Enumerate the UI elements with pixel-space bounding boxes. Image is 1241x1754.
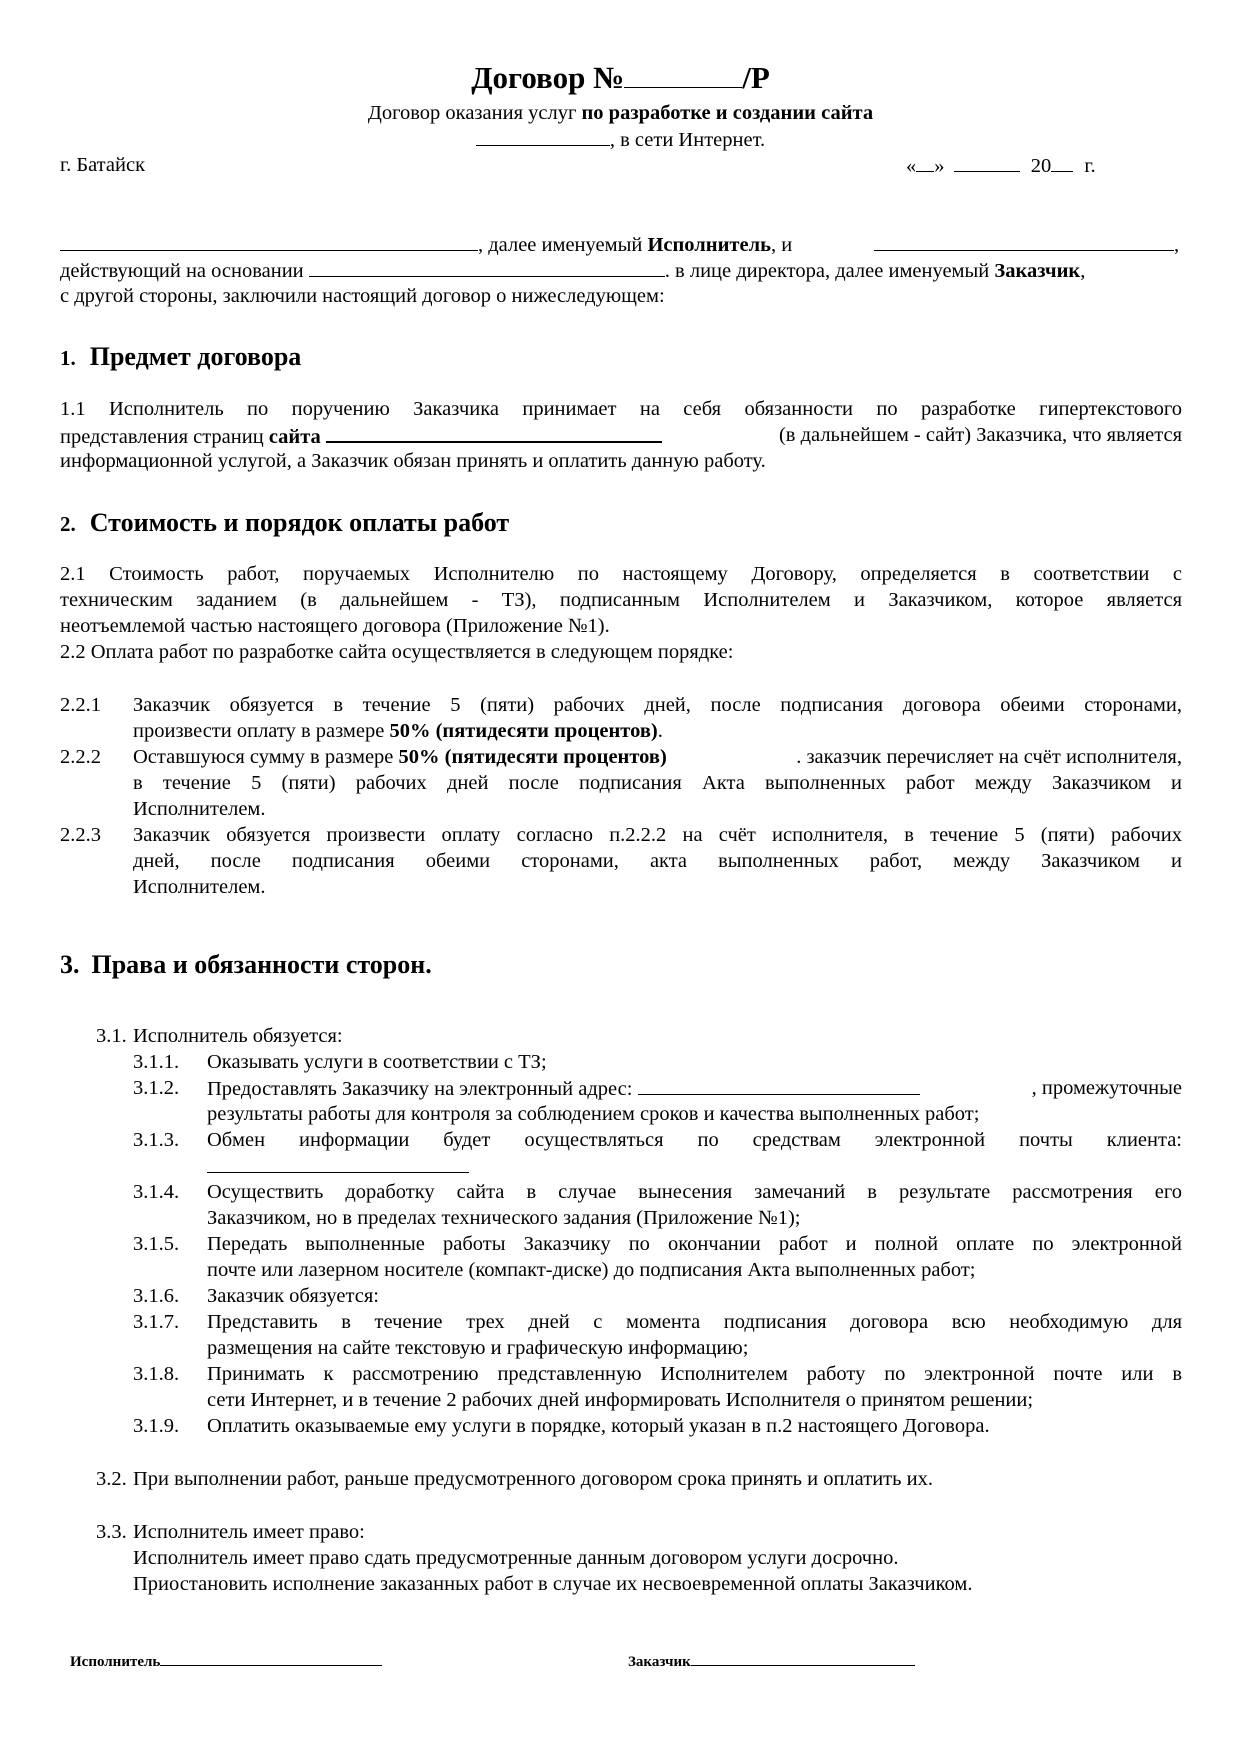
contract-number-blank (624, 61, 742, 88)
contract-subtitle-2: , в сети Интернет. (0, 126, 1241, 153)
executor-signature-blank (160, 1651, 382, 1666)
item-3-1-2-num: 3.1.2. (133, 1077, 180, 1099)
item-3-1-8-line-1: Принимать к рассмотрению представленную Исполнителем работу по электронной почте или в (207, 1363, 1182, 1385)
customer-signature: Заказчик (628, 1649, 915, 1675)
contract-title (0, 60, 1241, 96)
contract-subtitle: Договор оказания услуг по разработке и создании сайта (367, 102, 874, 124)
parties-line-1: , далее именуемый Исполнитель, и , (60, 231, 1182, 258)
executor-signature: Исполнитель (70, 1649, 382, 1675)
item-3-1-1-line-1: Оказывать услуги в соответствии с ТЗ; (207, 1051, 547, 1073)
item-3-1-2-line-2: результаты работы для контроля за соблюдением сроков и качества выполненных работ; (207, 1103, 980, 1125)
section-3-heading: 3. Права и обязанности сторон. (60, 950, 432, 979)
customer-name-blank (874, 231, 1174, 251)
customer-signature-blank (691, 1651, 915, 1666)
item-2-2-3-line-1: Заказчик обязуется произвести оплату согласно п.2.2.2 на счёт исполнителя, в течение 5 (пяти) рабочих (133, 824, 1182, 846)
city: г. Батайск (60, 154, 146, 176)
section-1-heading: 1. Предмет договора (60, 342, 302, 371)
month-blank (954, 152, 1020, 172)
item-3-1-3-num: 3.1.3. (133, 1129, 180, 1151)
item-3-1-8-line-2: сети Интернет, и в течение 2 рабочих дней информировать Исполнителя о принятом решении; (207, 1389, 1034, 1411)
item-3-1-4-line-2: Заказчиком, но в пределах технического задания (Приложение №1); (207, 1207, 801, 1229)
contract-date: « » 20 г. (906, 152, 1096, 179)
p-3-3: Исполнитель имеет право: (133, 1521, 365, 1543)
email-blank (638, 1075, 920, 1095)
item-3-1-9-line-1: Оплатить оказываемые ему услуги в порядке, который указан в п.2 настоящего Договора. (207, 1415, 990, 1437)
item-3-1-7-line-1: Представить в течение трех дней с момента подписания договора всю необходимую для (207, 1311, 1182, 1333)
s1-p1-line-1: 1.1 Исполнитель по поручению Заказчика принимает на себя обязанности по разработке гипертекстового (60, 398, 1182, 420)
parties-line-3: с другой стороны, заключили настоящий договор о нижеследующем: (60, 285, 665, 307)
item-2-2-1-line-1: Заказчик обязуется в течение 5 (пяти) рабочих дней, после подписания договора обеими сторонами, (133, 694, 1182, 716)
s1-p1-line-3: информационной услугой, а Заказчик обязан принять и оплатить данную работу. (60, 450, 766, 472)
item-3-1-7-line-2: размещения на сайте текстовую и графическую информацию; (207, 1337, 749, 1359)
site-blank (326, 422, 662, 443)
title-prefix: Договор № (471, 60, 625, 95)
p-3-3-line-3: Приостановить исполнение заказанных работ в случае их несвоевременной оплаты Заказчиком. (133, 1573, 973, 1595)
item-3-1-3-line-2 (207, 1153, 469, 1180)
p-3-2: При выполнении работ, раньше предусмотренного договором срока принять и оплатить их. (133, 1468, 933, 1490)
item-3-1-4-num: 3.1.4. (133, 1181, 180, 1203)
item-3-1-7-num: 3.1.7. (133, 1311, 180, 1333)
day-blank (916, 152, 934, 172)
p-3-1-num: 3.1. (96, 1025, 127, 1047)
title-suffix: /Р (742, 60, 770, 95)
item-2-2-1-num: 2.2.1 (60, 694, 101, 716)
item-2-2-2-line-1: Оставшуюся сумму в размере 50% (пятидесяти процентов) . заказчик перечисляет на счёт исполнителя, (133, 746, 1182, 768)
item-2-2-3-num: 2.2.3 (60, 824, 101, 846)
site-name-blank (476, 126, 610, 146)
item-3-1-5-line-2: почте или лазерном носителе (компакт-диске) до подписания Акта выполненных работ; (207, 1259, 976, 1281)
item-3-1-1-num: 3.1.1. (133, 1051, 180, 1073)
s2-p1-line-3: неотъемлемой частью настоящего договора (Приложение №1). (60, 615, 610, 637)
item-3-1-8-num: 3.1.8. (133, 1363, 180, 1385)
s2-p2: 2.2 Оплата работ по разработке сайта осуществляется в следующем порядке: (60, 641, 734, 663)
p-3-2-num: 3.2. (96, 1468, 127, 1490)
item-3-1-6-num: 3.1.6. (133, 1285, 180, 1307)
p-3-3-num: 3.3. (96, 1521, 127, 1543)
s2-p1-line-2: техническим заданием (в дальнейшем - ТЗ), подписанным Исполнителем и Заказчиком, которое является (60, 589, 1182, 611)
item-3-1-3-line-1: Обмен информации будет осуществляться по средствам электронной почты клиента: (207, 1129, 1182, 1151)
item-2-2-3-line-3: Исполнителем. (133, 876, 266, 898)
s2-p1-line-1: 2.1 Стоимость работ, поручаемых Исполнителю по настоящему Договору, определяется в соответствии с (60, 563, 1182, 585)
item-3-1-5-line-1: Передать выполненные работы Заказчику по окончании работ и полной оплате по электронной (207, 1233, 1182, 1255)
item-2-2-1-line-2: произвести оплату в размере 50% (пятидесяти процентов). (133, 720, 663, 742)
item-2-2-2-num: 2.2.2 (60, 746, 101, 768)
executor-name-blank (60, 231, 478, 251)
basis-blank (309, 257, 665, 277)
section-2-heading: 2. Стоимость и порядок оплаты работ (60, 508, 510, 537)
s1-p1-line-2: представления страниц сайта (в дальнейшем - сайт) Заказчика, что является (60, 424, 1182, 448)
parties-line-2: действующий на основании . в лице директора, далее именуемый Заказчик, (60, 257, 1182, 284)
item-3-1-4-line-1: Осуществить доработку сайта в случае вынесения замечаний в результате рассмотрения его (207, 1181, 1182, 1203)
item-2-2-3-line-2: дней, после подписания обеими сторонами, акта выполненных работ, между Заказчиком и (133, 850, 1182, 872)
p-3-3-line-2: Исполнитель имеет право сдать предусмотренные данным договором услуги досрочно. (133, 1547, 899, 1569)
p-3-1: Исполнитель обязуется: (133, 1025, 343, 1047)
item-3-1-9-num: 3.1.9. (133, 1415, 180, 1437)
item-3-1-2-line-1: Предоставлять Заказчику на электронный адрес: , промежуточные (207, 1077, 1182, 1100)
item-3-1-5-num: 3.1.5. (133, 1233, 180, 1255)
client-email-blank (207, 1153, 469, 1173)
item-2-2-2-line-2: в течение 5 (пяти) рабочих дней после подписания Акта выполненных работ между Заказчиком и (133, 772, 1182, 794)
item-2-2-2-line-3: Исполнителем. (133, 798, 266, 820)
item-3-1-6-line-1: Заказчик обязуется: (207, 1285, 379, 1307)
year-blank (1051, 152, 1073, 172)
